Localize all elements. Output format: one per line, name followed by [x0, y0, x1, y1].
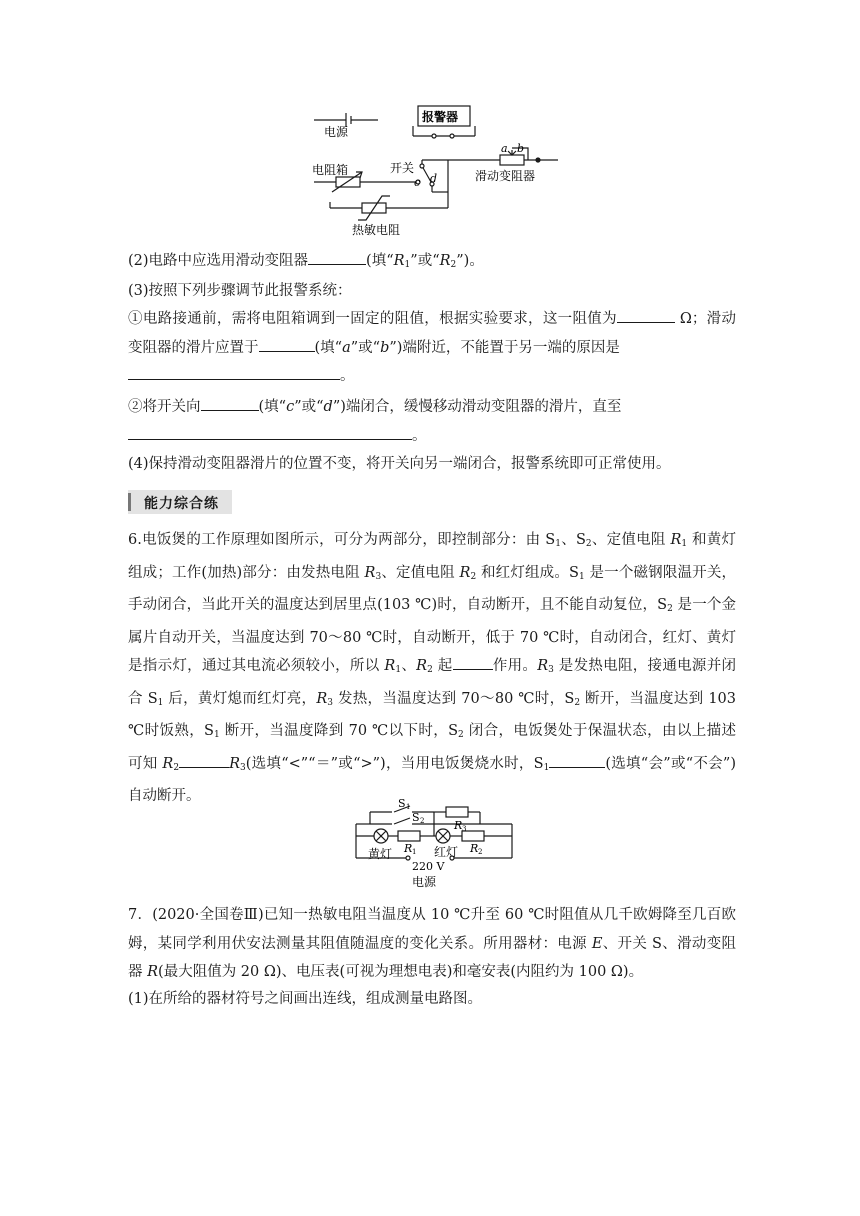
section-header [128, 490, 232, 514]
sub: 2 [667, 604, 673, 614]
section-bar [128, 493, 131, 511]
answer-blank [179, 753, 229, 768]
sub: 1 [578, 571, 585, 582]
question-3-step-1 [128, 305, 736, 391]
text: 是一个金属片自动开关，当温度达到 70～80 ℃时，自动断开，低于 70 ℃时，自动闭合，红灯、黄灯是指示灯，通过其电流必须较小，所以 [128, 597, 737, 674]
var: R [459, 564, 471, 581]
answer-blank [128, 365, 340, 380]
var: R [670, 532, 682, 548]
fig2-r2-sub: 2 [478, 848, 483, 856]
fig2-r3-label: R [454, 819, 463, 832]
answer-blank [549, 753, 605, 768]
text: 断开，当温度降到 70 ℃以下时，S [219, 723, 459, 739]
text: 、S [560, 532, 586, 548]
text: 作用。 [492, 658, 538, 674]
var: R [316, 690, 328, 707]
fig2-s1-label: S [398, 798, 406, 810]
fig1-d-label: d [430, 172, 438, 185]
sub: 3 [548, 665, 554, 675]
sub: 1 [395, 665, 402, 675]
text: (选填“<”“＝”或“>”)，当用电饭煲烧水时，S [245, 755, 544, 772]
text: ”)。 [456, 253, 484, 269]
text: 后，黄灯熄而红灯亮， [163, 690, 317, 707]
fig2-r2-label: R [470, 842, 479, 855]
sub: 2 [585, 539, 592, 549]
fig2-red-lamp-label: 红灯 [434, 845, 459, 859]
text: 7．(2020·全国卷Ⅲ)已知一热敏电阻当温度从 10 ℃升至 60 ℃时阻值从几千欧姆降至几百欧姆，某同学利用伏安法测量其阻值随温度的变化关系。所用器材：电源 [128, 907, 736, 952]
fig1-thermistor-label: 热敏电阻 [352, 223, 401, 237]
text: ”或“ [410, 253, 440, 269]
sub: 1 [555, 539, 561, 549]
fig2-s2-label: S [412, 811, 420, 824]
text: ②将开关向 [128, 399, 201, 415]
question-7-text [128, 901, 736, 987]
text: Ω；滑 [674, 311, 722, 327]
sub: 1 [681, 539, 688, 549]
text: (最大阻值为 20 Ω)、电压表(可视为理想电表)和毫安表(内阻约为 100 Ω)。 [158, 964, 644, 980]
text: 、定值电阻 [381, 564, 460, 581]
fig1-b-label: b [517, 142, 525, 155]
question-6-text [128, 526, 736, 811]
text: ①电路接通前，需将电阻箱调到一固定的阻值，根据实验要求，这一阻值为 [128, 311, 617, 327]
sub: 2 [450, 260, 457, 270]
question-7-part-1: (1)在所给的器材符号之间画出连线，组成测量电路图。 [128, 991, 483, 1007]
fig2-r1-label: R [404, 842, 413, 855]
sub: 2 [574, 697, 581, 708]
answer-blank [128, 425, 412, 440]
var: R [147, 964, 159, 980]
fig1-a-label: a [501, 142, 508, 155]
var: R [384, 658, 396, 674]
var: R [439, 253, 451, 269]
var: R [229, 755, 240, 772]
fig1-rheostat-label: 滑动变阻器 [475, 169, 536, 183]
var: d [323, 399, 333, 415]
text: 动变阻器的滑片应置于 [128, 311, 736, 356]
text: 、开关 S、滑动变阻器 [128, 935, 736, 980]
fig2-r1-sub: 1 [412, 848, 417, 856]
rice-cooker-circuit-diagram [350, 798, 518, 892]
text: 、 [401, 658, 417, 674]
sub: 2 [458, 730, 464, 740]
fig1-c-label: c [414, 176, 421, 189]
var: E [591, 935, 603, 952]
sub: 1 [214, 730, 220, 740]
sub: 1 [543, 762, 550, 773]
text: (2)电路中应选用滑动变阻器 [128, 253, 309, 269]
question-2-line [128, 250, 484, 275]
text: 和红灯组成。S [476, 564, 579, 581]
fig2-power-label: 电源 [412, 875, 437, 889]
text: ”)端附近，不能置于另一端的原因是 [389, 339, 620, 356]
alarm-circuit-diagram [300, 96, 570, 246]
question-3-heading: (3)按照下列步骤调节此报警系统： [128, 283, 352, 299]
text: (选填“会”或“不会”)自动断开。 [128, 755, 737, 804]
text: 。 [340, 368, 355, 384]
text: ”或“ [350, 339, 381, 356]
var: c [286, 399, 295, 415]
question-3-step-2 [128, 393, 736, 450]
text: 发热，当温度达到 70～80 ℃时，S [333, 690, 575, 707]
answer-blank [308, 250, 366, 265]
var: R [364, 564, 376, 581]
text: 和黄灯组成；工作(加热)部分：由发热电阻 [128, 532, 737, 581]
text: 6.电饭煲的工作原理如图所示，可分为两部分，即控制部分：由 S [128, 532, 556, 548]
fig1-power-label: 电源 [324, 125, 349, 139]
answer-blank [201, 396, 259, 411]
text: 是发热电阻，接通电源并闭合 S [128, 658, 737, 707]
text: (填“ [366, 253, 394, 269]
sub: 3 [375, 571, 382, 582]
answer-blank [259, 337, 315, 352]
sub: 1 [157, 697, 164, 708]
fig1-box-label: 电阻箱 [312, 163, 349, 177]
text: ”或“ [294, 399, 324, 415]
text: 闭合，电饭煲处于保温状态，由以上描述可知 [128, 723, 737, 772]
sub: 2 [470, 571, 477, 582]
fig2-s2-sub: 2 [420, 817, 425, 825]
text: (填“ [258, 399, 287, 415]
var: R [537, 658, 549, 674]
fig1-alarm-label: 报警器 [422, 110, 459, 124]
sub: 2 [173, 762, 180, 773]
sub: 3 [240, 762, 246, 773]
question-4: (4)保持滑动变阻器滑片的位置不变，将开关向另一端闭合，报警系统即可正常使用。 [128, 456, 671, 472]
sub: 2 [427, 665, 433, 675]
fig2-yellow-lamp-label: 黄灯 [368, 847, 393, 861]
text: 断开，当温度达到 103 ℃时饭熟，S [128, 690, 736, 739]
fig2-s1-sub: 1 [406, 803, 411, 811]
fig2-r3-sub: 3 [462, 825, 467, 833]
answer-blank [617, 308, 675, 323]
fig1-switch-label: 开关 [390, 161, 415, 175]
text: (填“ [314, 339, 343, 356]
var: b [380, 339, 390, 356]
text: 是一个磁钢限温开关，手动闭合，当此开关的温度达到居里点(103 ℃)时，自动断开，且不能自动复位，S [128, 564, 737, 613]
text: 起 [432, 658, 453, 674]
var: a [342, 339, 351, 356]
text: 、定值电阻 [591, 532, 671, 548]
fig2-voltage-label: 220 V [412, 860, 445, 873]
section-title: 能力综合练 [144, 496, 219, 512]
var: R [393, 253, 405, 269]
text: 。 [412, 427, 427, 444]
text: ”)端闭合，缓慢移动滑动变阻器的滑片，直至 [332, 399, 622, 415]
var: R [162, 755, 174, 772]
answer-blank [453, 655, 493, 670]
sub: 3 [327, 697, 334, 708]
var: R [416, 658, 428, 674]
sub: 1 [404, 260, 411, 270]
